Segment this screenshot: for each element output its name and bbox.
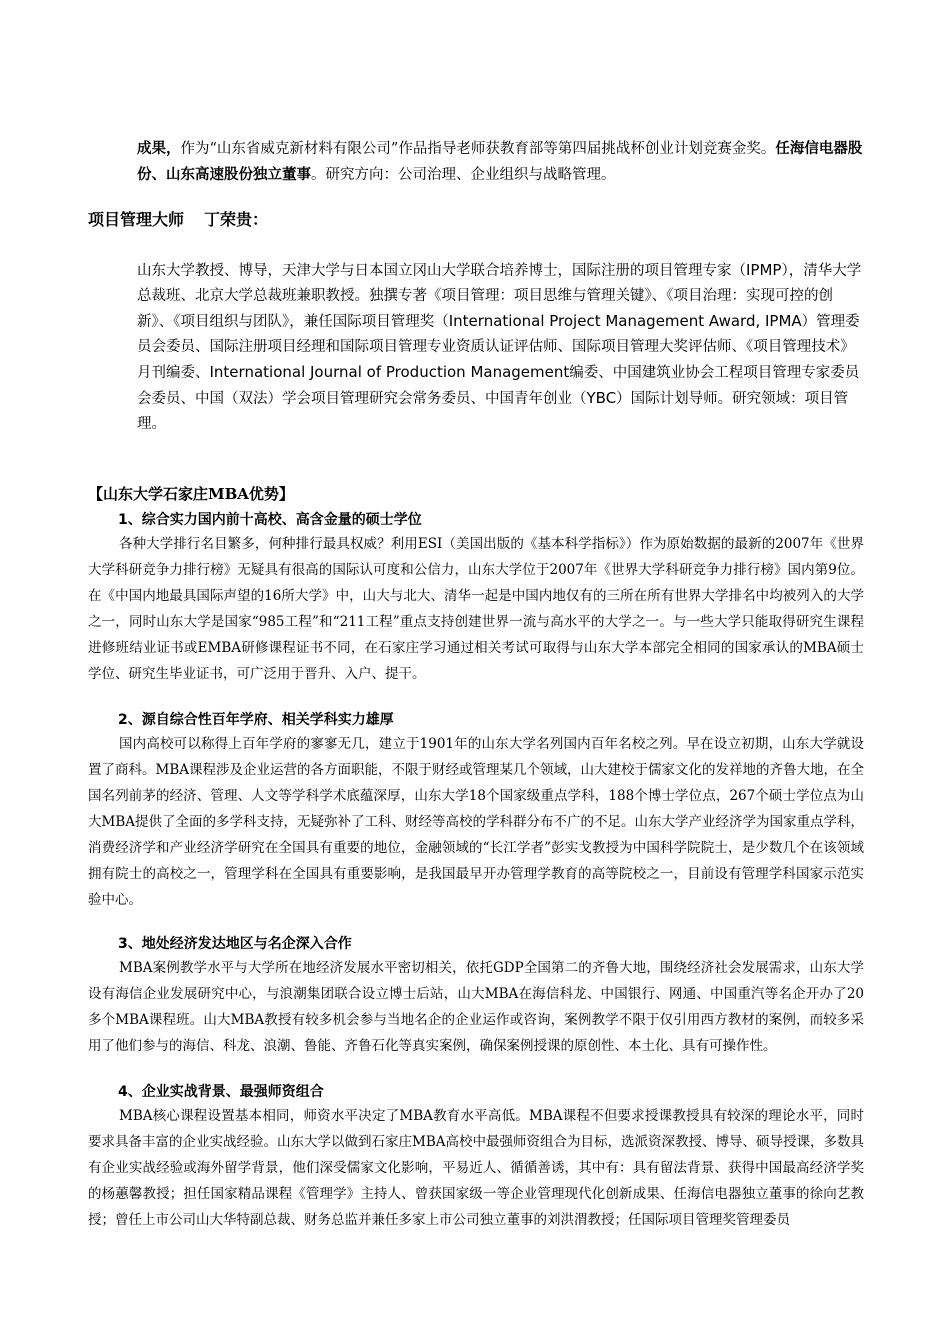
section-2-heading: 2、源自综合性百年学府、相关学科实力雄厚 (118, 712, 394, 728)
latin-segment: IPMP (746, 261, 782, 279)
section-2-body: 国内高校可以称得上百年学府的寥寥无几，建立于1901年的山东大学名列国内百年名校之列。早在设立初期，山东大学就设置了商科。MBA课程涉及企业运营的各方面职能，不限于财经或管理某几个领域，山大建校于儒家文化的发祥地的齐鲁大地，在全国名列前茅的经济、管理、人文等学科学术底蕴深厚，山东大学18个国家级重点学科，188个博士学位点，267个硕士学位点为山大MBA提供了全面的多学科支持，无疑弥补了工科、财经等高校的学科群分布不广的不足。山东大学产业经济学为国家重点学科，消费经济学和产业经济学研究在全国具有重要的地位，金融领域的“长江学者”彭实戈教授为中国科学院院士，是少数几个在该领域拥有院士的高校之一，管理学科在全国具有重要影响，是我国最早开办管理学教育的高等院校之一，目前设有管理学科国家示范实验中心。 (88, 736, 864, 908)
section-3-body: MBA案例教学水平与大学所在地经济发展水平密切相关，依托GDP全国第二的齐鲁大地，围绕经济社会发展需求，山东大学设有海信企业发展研究中心，与浪潮集团联合设立博士后站，山大MBA在海信科龙、中国银行、网通、中国重汽等名企开办了20多个MBA课程班。山大MBA教授有较多机会参与当地名企的企业运作或咨询，案例教学不限于仅引用西方教材的案例，而较多采用了他们参与的海信、科龙、浪潮、鲁能、齐鲁石化等真实案例，确保案例授课的原创性、本土化、具有可操作性。 (88, 960, 864, 1054)
master-name: 丁荣贵： (204, 210, 269, 229)
section-3-heading: 3、地处经济发达地区与名企深入合作 (118, 936, 352, 952)
master-heading (88, 207, 268, 233)
text-segment: 。研究方向：公司治理、企业组织与战略管理。 (311, 167, 616, 183)
text-segment: 山东大学教授、博导，天津大学与日本国立冈山大学联合培养博士，国际注册的项目管理专家（ (137, 263, 746, 279)
text-segment: 编委、中国建筑业协会工程项目管理专家委员会委员、中国（双法）学会项目管理研究会常务委员、中国青年创业（ (137, 365, 860, 407)
latin-segment: YBC (586, 389, 617, 407)
section-4-heading: 4、企业实战背景、最强师资组合 (118, 1084, 324, 1100)
text-segment: ）管理委员会委员、国际注册项目经理和国际项目管理专业资质认证评估师、国际项目管理大奖评估师、《项目管理技术》月刊编委、 (137, 314, 860, 381)
latin-segment: International Project Management Award, IPMA (448, 312, 802, 330)
bold-directorship: 任海信电器股份、山东高速股份独立董事 (137, 140, 863, 183)
text-segment: ），清华大学总裁班、北京大学总裁班兼职教授。独撰专著《项目管理：项目思维与管理关键》、《项目治理：实现可控的创新》、《项目组织与团队》，兼任国际项目管理奖（ (137, 263, 862, 330)
master-title: 项目管理大师 (88, 210, 185, 229)
section-1-heading: 1、综合实力国内前十高校、高含金量的硕士学位 (118, 512, 422, 528)
section-4-body: MBA核心课程设置基本相同，师资水平决定了MBA教育水平高低。MBA课程不但要求授课教授具有较深的理论水平，同时要求具备丰富的企业实战经验。山东大学以做到石家庄MBA高校中最强师资组合为目标，选派资深教授、博导、硕导授课，多数具有企业实战经验或海外留学背景，他们深受儒家文化影响，平易近人、循循善诱，其中有：具有留法背景、获得中国最高经济学奖的杨蕙馨教授；担任国家精品课程《管理学》主持人、曾获国家级一等企业管理现代化创新成果、任海信电器独立董事的徐向艺教授；曾任上市公司山大华特副总裁、财务总监并兼任多家上市公司独立董事的刘洪渭教授；任国际项目管理奖管理委员 (88, 1108, 864, 1228)
section-1-body: 各种大学排行名目繁多，何种排行最具权威？利用ESI（美国出版的《基本科学指标》）作为原始数据的最新的2007年《世界大学科研竞争力排行榜》无疑具有很高的国际认可度和公信力，山东大学位于2007年《世界大学科研竞争力排行榜》国内第9位。在《中国内地最具国际声望的16所大学》中，山大与北大、清华一起是中国内地仅有的三所在所有世界大学排名中均被列入的大学之一，同时山东大学是国家“985工程”和“211工程”重点支持创建世界一流与高水平的大学之一。与一些大学只能取得研究生课程进修班结业证书或EMBA研修课程证书不同，在石家庄学习通过相关考试可取得与山东大学本部完全相同的国家承认的MBA硕士学位、研究生毕业证书，可广泛用于晋升、入户、提干。 (88, 536, 864, 682)
text-segment: ）国际计划导师。研究领域：项目管理。 (137, 391, 849, 432)
latin-segment: International Journal of Production Management (209, 363, 570, 381)
bold-lead: 成果， (137, 140, 181, 157)
ding-bio-paragraph (137, 258, 862, 437)
advantages-section-title: 【山东大学石家庄MBA优势】 (88, 485, 294, 503)
intro-paragraph (137, 136, 867, 188)
text-segment: 作为“山东省威克新材料有限公司”作品指导老师获教育部等第四届挑战杯创业计划竞赛金奖。 (180, 141, 776, 157)
